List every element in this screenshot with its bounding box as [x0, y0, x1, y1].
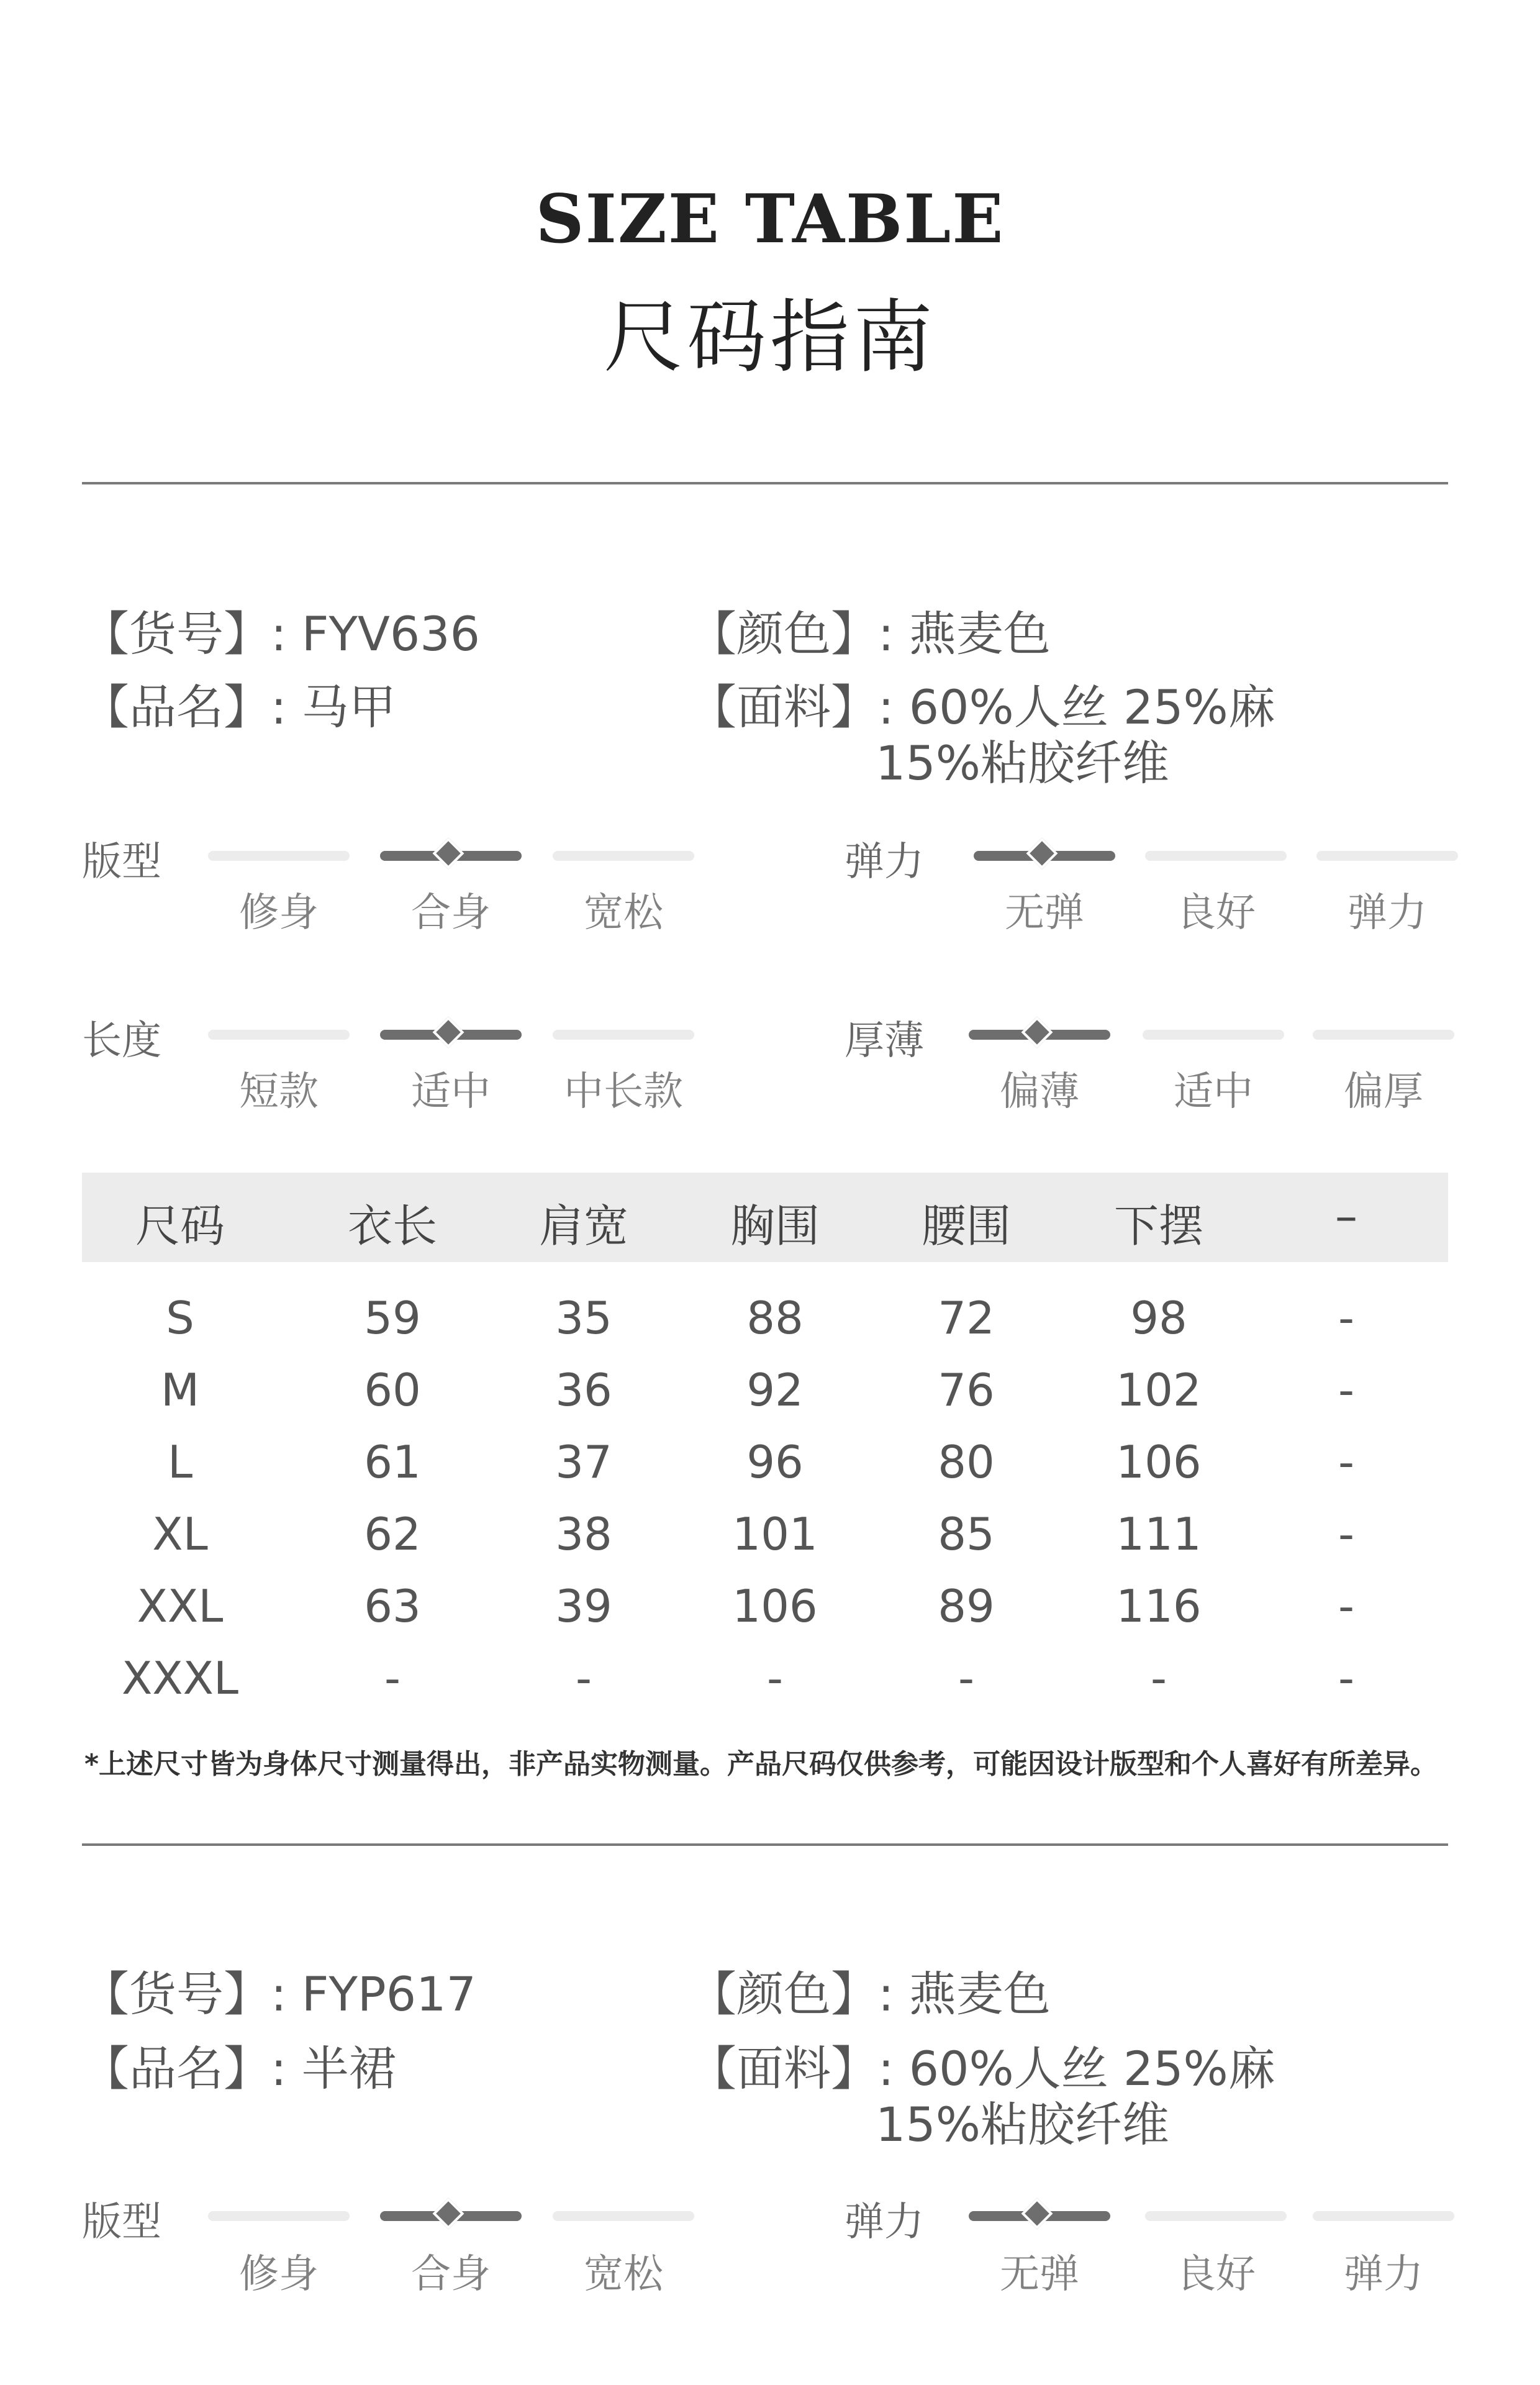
rating-indicator-icon	[1021, 1017, 1053, 1048]
rating-track	[553, 1030, 694, 1040]
table-header-cell: 胸围	[730, 1200, 820, 1252]
rating-indicator-icon	[433, 2198, 464, 2230]
table-cell: 85	[938, 1508, 995, 1560]
rating-track	[553, 851, 694, 861]
rating-track	[1145, 2211, 1287, 2221]
table-row-size: XXL	[137, 1580, 224, 1632]
rating-track	[1316, 851, 1458, 861]
table-cell: -	[1338, 1436, 1354, 1488]
rating-option: 良好	[1176, 890, 1256, 936]
rating-option: 弹力	[1344, 2251, 1423, 2297]
table-cell: 88	[746, 1292, 804, 1344]
table-row-size: M	[160, 1364, 200, 1416]
table-row-size: L	[167, 1436, 193, 1488]
rating-track	[1145, 851, 1287, 861]
table-cell: 38	[555, 1508, 612, 1560]
rating-option: 短款	[239, 1069, 319, 1115]
title-chinese: 尺码指南	[603, 291, 936, 384]
table-cell: -	[384, 1652, 401, 1704]
rating-label: 版型	[82, 839, 161, 885]
table-cell: 60	[364, 1364, 421, 1416]
table-cell: 92	[746, 1364, 804, 1416]
divider	[82, 482, 1448, 484]
rating-option: 良好	[1176, 2251, 1256, 2297]
p1-fabric-line1: 【面料】: 60%人丝 25%麻	[689, 679, 1275, 735]
rating-label: 版型	[82, 2199, 161, 2245]
table-cell: 72	[938, 1292, 995, 1344]
table-cell: 36	[555, 1364, 612, 1416]
p2-fabric-line2: 15%粘胶纤维	[876, 2097, 1169, 2152]
rating-indicator-icon	[433, 1017, 464, 1048]
rating-option: 偏厚	[1344, 1069, 1423, 1115]
p2-color: 【颜色】: 燕麦色	[689, 1966, 1051, 2022]
table-cell: 63	[364, 1580, 421, 1632]
p1-sku: 【货号】: FYV636	[82, 606, 480, 661]
table-cell: 116	[1116, 1580, 1202, 1632]
p2-sku: 【货号】: FYP617	[82, 1966, 476, 2022]
table-row-size: XL	[152, 1508, 208, 1560]
table-cell: 96	[746, 1436, 804, 1488]
table-cell: 37	[555, 1436, 612, 1488]
table-row-size: XXXL	[121, 1652, 239, 1704]
rating-indicator-icon	[1021, 2198, 1053, 2230]
table-cell: 61	[364, 1436, 421, 1488]
rating-track	[1313, 2211, 1454, 2221]
title-english: SIZE TABLE	[535, 180, 1005, 258]
table-cell: 35	[555, 1292, 612, 1344]
rating-indicator-icon	[1026, 838, 1058, 870]
table-cell: 76	[938, 1364, 995, 1416]
table-cell: -	[1151, 1652, 1167, 1704]
table-header-cell: –	[1335, 1190, 1357, 1242]
rating-track	[208, 851, 350, 861]
rating-track	[208, 1030, 350, 1040]
rating-track	[208, 2211, 350, 2221]
table-cell: -	[1338, 1508, 1354, 1560]
divider	[82, 1843, 1448, 1846]
rating-option: 修身	[239, 890, 319, 936]
rating-indicator-icon	[433, 838, 464, 870]
table-cell: 106	[1116, 1436, 1202, 1488]
table-header-cell: 肩宽	[538, 1200, 628, 1252]
table-cell: 106	[732, 1580, 818, 1632]
table-header-cell: 尺码	[135, 1200, 225, 1252]
table-cell: -	[1338, 1580, 1354, 1632]
rating-option-selected: 合身	[411, 890, 491, 936]
table-header-cell: 下摆	[1113, 1200, 1203, 1252]
table-cell: -	[576, 1652, 592, 1704]
rating-label: 长度	[82, 1018, 161, 1064]
rating-option: 适中	[1174, 1069, 1253, 1115]
rating-label: 弹力	[845, 839, 924, 885]
table-cell: -	[1338, 1364, 1354, 1416]
rating-option-selected: 偏薄	[1000, 1069, 1079, 1115]
rating-option-selected: 无弹	[1000, 2251, 1079, 2297]
table-cell: 59	[364, 1292, 421, 1344]
disclaimer-note: *上述尺寸皆为身体尺寸测量得出，非产品实物测量。产品尺码仅供参考，可能因设计版型和个人喜好有所差异。	[84, 1748, 1438, 1780]
table-row-size: S	[166, 1292, 194, 1344]
table-cell: -	[958, 1652, 974, 1704]
p1-fabric-line2: 15%粘胶纤维	[876, 735, 1169, 791]
rating-option: 宽松	[584, 2251, 663, 2297]
rating-option-selected: 无弹	[1005, 890, 1084, 936]
rating-option: 中长款	[564, 1069, 683, 1115]
rating-track	[553, 2211, 694, 2221]
rating-label: 弹力	[845, 2199, 924, 2245]
table-cell: 102	[1116, 1364, 1202, 1416]
rating-label: 厚薄	[845, 1018, 924, 1064]
table-cell: -	[1338, 1652, 1354, 1704]
p1-name: 【品名】: 马甲	[82, 679, 396, 735]
table-header-cell: 衣长	[347, 1200, 437, 1252]
p2-fabric-line1: 【面料】: 60%人丝 25%麻	[689, 2041, 1275, 2096]
table-cell: 39	[555, 1580, 612, 1632]
table-cell: 111	[1116, 1508, 1202, 1560]
rating-option: 宽松	[584, 890, 663, 936]
table-cell: -	[1338, 1292, 1354, 1344]
table-cell: 80	[938, 1436, 995, 1488]
table-cell: 101	[732, 1508, 818, 1560]
table-cell: -	[767, 1652, 783, 1704]
rating-option-selected: 合身	[411, 2251, 491, 2297]
p1-color: 【颜色】: 燕麦色	[689, 606, 1051, 661]
rating-track	[1313, 1030, 1454, 1040]
p2-name: 【品名】: 半裙	[82, 2041, 396, 2096]
table-header-cell: 腰围	[921, 1200, 1011, 1252]
rating-option-selected: 适中	[411, 1069, 491, 1115]
rating-option: 弹力	[1348, 890, 1427, 936]
table-cell: 89	[938, 1580, 995, 1632]
rating-option: 修身	[239, 2251, 319, 2297]
table-cell: 62	[364, 1508, 421, 1560]
rating-track	[1143, 1030, 1284, 1040]
table-cell: 98	[1130, 1292, 1187, 1344]
